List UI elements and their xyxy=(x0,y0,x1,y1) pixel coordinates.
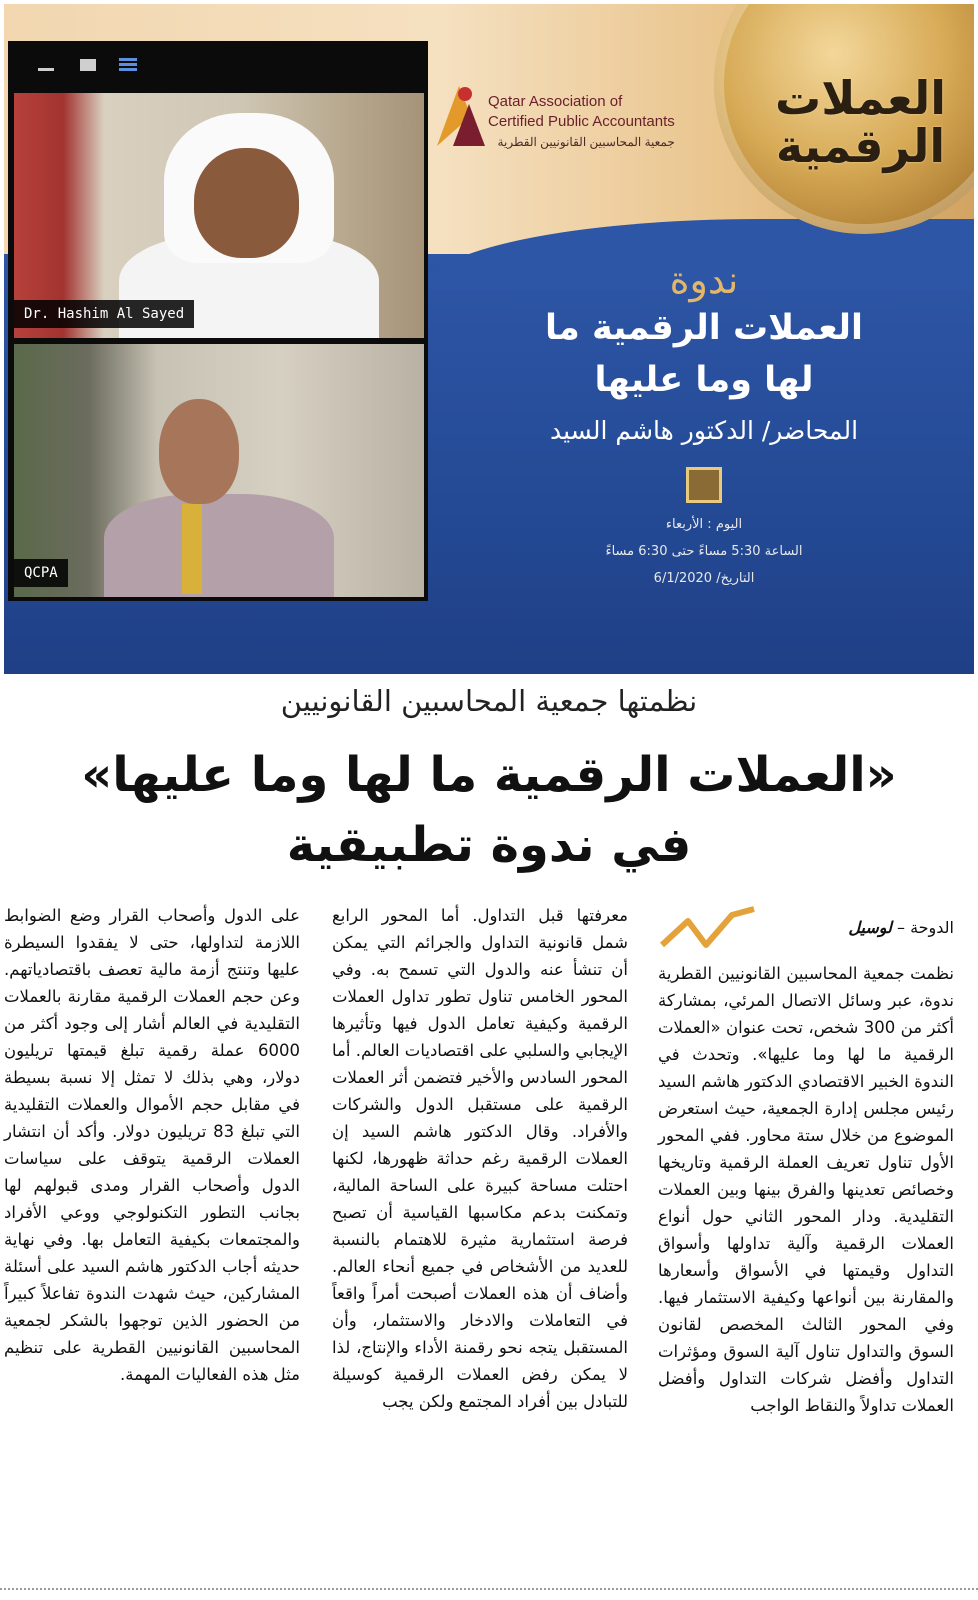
article-kicker: نظمتها جمعية المحاسبين القانونيين xyxy=(280,684,698,718)
participant-1-face xyxy=(194,148,299,258)
participant-video-2[interactable] xyxy=(14,344,424,597)
dateline-city: الدوحة – xyxy=(897,917,954,937)
lusail-zigzag-logo-icon xyxy=(658,905,758,949)
poster-title-line2: لها وما عليها xyxy=(594,360,814,400)
coin-title xyxy=(775,71,946,173)
article-column-3: على الدول وأصحاب القرار وضع الضوابط اللازمة لتداولها، حتى لا يفقدوا السيطرة عليها وتنتج أزمة مالية تعصف باقتصادياتهم. وعن حجم العملات الرقمية مقارنة بالعملات التقليدية في العالم أشار إلى وجود أكثر من 6000 عملة رقمية تبلغ قيمتها تريليون دولار، وهي بذلك لا تمثل إلا نسبة بسيطة في مقابل حجم الأموال والعملات التقليدية التي تبلغ 83 تريليون دولار. وأكد أن انتشار العملات الرقمية يتوقف على سياسات الدول وأصحاب القرار ومدى قبولهم لها بجانب التطور التكنولوجي ووعي الأفراد والمجتمعات بكيفية التعامل بها. وفي نهاية حديثه أجاب الدكتور هاشم السيد على أسئلة المشاركين، حيث شهدت الندوة تفاعلاً كبيراً من الحضور الذين توجهوا بالشكر لجمعية المحاسبين القانونيين القطرية على تنظيم مثل هذه الفعاليات المهمة. xyxy=(4,906,300,1384)
column-1-text: نظمت جمعية المحاسبين القانونيين القطرية ندوة، عبر وسائل الاتصال المرئي، بمشاركة أكثر من 300 شخص، تحت عنوان «العملات الرقمية ما لها وما عليها». وتحدث في الندوة الخبير الاقتصادي الدكتور هاشم السيد رئيس مجلس إدارة الجمعية، حيث استعرض الموضوع من خلال ستة محاور. ففي المحور الأول تناول تعريف العملة الرقمية وتاريخها وخصائص تعدينها والفرق بينها وبين العملات التقليدية. ودار المحور الثاني حول أنواع العملات الرقمية وآلية تداولها وأسواق التداول وقيمتها في الأسواق وأسعارها والمقارنة بين أنواعها وكيفية الاستثمار فيها. وفي المحور الثالث المخصص لقانون السوق والتداول تناول آلية السوق ومؤثرات التداول وأفضل شركات التداول وأفضل العملات تداولاً والنقاط الواجب xyxy=(658,964,954,1415)
participant-2-name-tag: QCPA xyxy=(14,559,68,587)
poster-day: اليوم : الأربعاء xyxy=(665,517,743,532)
event-banner-photo xyxy=(4,4,974,674)
poster-date: التاريخ/ 6/1/2020 xyxy=(653,571,755,586)
coin-title-line2: الرقمية xyxy=(775,119,946,173)
participant-2-shirt xyxy=(104,494,334,597)
maximize-icon[interactable] xyxy=(78,58,98,72)
dateline xyxy=(658,902,954,952)
poster-label: ندوة xyxy=(669,258,739,302)
bottom-divider xyxy=(0,1588,978,1590)
participant-1-name-tag: Dr. Hashim Al Sayed xyxy=(14,300,194,328)
participant-2-tie xyxy=(182,504,202,594)
participant-video-1[interactable] xyxy=(14,93,424,338)
org-name-ar: جمعية المحاسبين القانونيين القطرية xyxy=(497,135,675,149)
minimize-icon[interactable] xyxy=(36,58,56,72)
tile-icon[interactable] xyxy=(118,58,138,72)
poster-lecturer: المحاضر/ الدكتور هاشم السيد xyxy=(549,416,859,445)
org-name-en-line1: Qatar Association of xyxy=(488,93,623,110)
poster-square-icon xyxy=(686,467,722,503)
qatar-association-logo-icon xyxy=(429,76,487,156)
dateline-source: لوسيل xyxy=(848,917,892,937)
video-call-window xyxy=(8,41,428,601)
article-column-2: معرفتها قبل التداول. أما المحور الرابع شمل قانونية التداول والجرائم التي يمكن أن تنشأ عنه والدول التي تسمح به. وفي المحور الخامس تناول تطور تداول العملات الرقمية وكيفية تعامل الدول فيها وتأثيرها الإيجابي والسلبي على اقتصاديات العالم. أما المحور السادس والأخير فتضمن أثر العملات الرقمية على مستقبل الدول والشركات والأفراد. وقال الدكتور هاشم السيد إن العملات الرقمية رغم حداثة ظهورها، لكنها احتلت مساحة كبيرة على الساحة المالية، وتمكنت بدعم مكاسبها القياسية أن تصبح فرصة استثمارية مثيرة للاهتمام بالنسبة للعديد من الأشخاص في جميع أنحاء العالم. وأضاف أن هذه العملات أصبحت أمراً واقعاً في التعاملات والادخار والاستثمار، وأن المستقبل يتجه نحو رقمنة الأداء والإنتاج، لذا لا يمكن رفض العملات الرقمية كوسيلة للتبادل بين أفراد المجتمع ولكن يجب xyxy=(332,906,628,1411)
coin-title-line1: العملات xyxy=(775,71,946,125)
video-call-titlebar xyxy=(8,41,428,91)
headline-line2: في ندوة تطبيقية xyxy=(286,817,692,873)
headline-line1: «العملات الرقمية ما لها وما عليها» xyxy=(81,747,897,803)
org-name-en-line2: Certified Public Accountants xyxy=(488,113,675,130)
organization-name xyxy=(488,92,675,152)
poster-time: الساعة 5:30 مساءً حتى 6:30 مساءً xyxy=(605,544,803,559)
article-column-1 xyxy=(658,902,954,1419)
poster-title-line1: العملات الرقمية ما xyxy=(544,308,864,348)
seminar-poster xyxy=(434,254,974,592)
participant-2-face xyxy=(159,399,239,504)
article-headline xyxy=(0,740,978,880)
